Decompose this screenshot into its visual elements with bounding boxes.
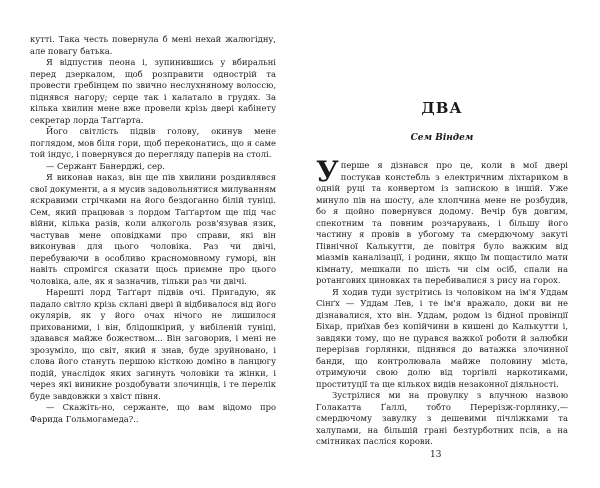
right-page-text [316,155,568,448]
paragraph: Зустрілися ми на провулку з влучною назвою Голакатта Ґаллі, тобто Перерізж-горлянку,— смердючому завулку з дешевими пічліжками та халупами, на більшій грані безтурботних псів, а на смітниках пасліся корови. [316,390,568,446]
paragraph: Я ходив туди зустрітись із чоловіком на ім'я Уддам Сінґх — Уддам Лев, і те ім'я вражало, доки ви не дізнавалися, хто він. Уддам, родом із бідної провінції Біхар, приїхав без копійчини в кишені до Калькутти і, завдяки тому, що не цурався важкої роботи й залюбки перерізав горлянки, піднявся до ватажка злочинної банди, що контролювала майже половину міста, отримуючи свою долю від торгівлі наркотиками, проституції та ще кількох видів незаконної діяльності. [316,286,568,389]
lead-text: перше я дізнався про це, коли в мої двері постукав констебль з електричним ліхтариком в одній руці та конвертом із запискою в іншій. Уже минуло пів на шосту, але хлопчина мене не розбудив, бо я щойно повернувся додому. Вечір був довгим, спекотним та повним розчарувань, і більшу його частину я провів в убогому та смердючому закуті Північної Калькутти, де повітря було важким від міазмів каналізації, і родини, якщо їм пощастило мати кімнату, мешкали по шість чи сім осіб, спали на ротангових циновках та перебивалися з рису на горох. [316,160,568,285]
paragraph: кутті. Така честь повернула б мені нехай жалюгідну, але повагу батька. [30,34,276,56]
paragraph: — Скажіть-но, сержанте, що вам відомо про Фарида Гольмогамеда?.. [30,402,276,424]
paragraph: — Сержант Банерджі, сер. [46,160,165,171]
paragraph: Нарешті лорд Таґґарт підвів очі. Пригадую, як падало світло крізь склані двері й відбивалося від його окулярів, як у його очах нічого не лишилося прихованими, і він, блідошкірий, у вибіленій туніці, здавався майже божеством... Він заговорив, і мені не зрозуміло, що світ, який я знав, буде зруйновано, і слова його стануть першою кісткою доміно в ланцюгу подій, унаслідок яких загинуть чоловіки та жінки, і через які виникне роздобувати злочинців, і те перелік буде завдовжки з хвіст півня. [30,287,276,401]
left-page-text [30,34,276,425]
lead-paragraph [316,155,568,287]
chapter-title: ДВА [421,99,463,117]
right-page [300,0,600,488]
paragraph: Його світлість підвів голову, окинув мене поглядом, мов біля гори, щоб переконатись, що я саме той індус, і повернувся до перегляду паперів на столі. [30,126,276,159]
drop-cap: У [316,155,339,188]
paragraph: Я виконав наказ, він ще пів хвилини роздивлявся свої документи, а я мусив задовольнятися милуванням яскравими стрічками на його бездоганно білій туніці. Сем, який працював з лордом Таґґартом ще під час війни, кілька разів, коли алкоголь розв'язував язик, частував мене оповідками про справи, які він виконував для цього чоловіка. Раз чи двічі, перебуваючи в особливо красномовному гуморі, він навіть спромігся сказати щось приємне про цього чоловіка, але, як я зазначив, тільки раз чи двічі. [30,172,276,286]
paragraph: Я відпустив пеона і, зупинившись у вбиральні перед дзеркалом, щоб розправити однострій та провести гребінцем по звично неслухняному волоссю, піднявся нагору; серце так і калатало в грудях. За кілька хвилин мене вже провели крізь двері кабінету секретар лорда Таґґарта. [30,57,276,125]
page-number: 13 [430,450,442,460]
chapter-subtitle: Сем Віндем [410,133,474,143]
